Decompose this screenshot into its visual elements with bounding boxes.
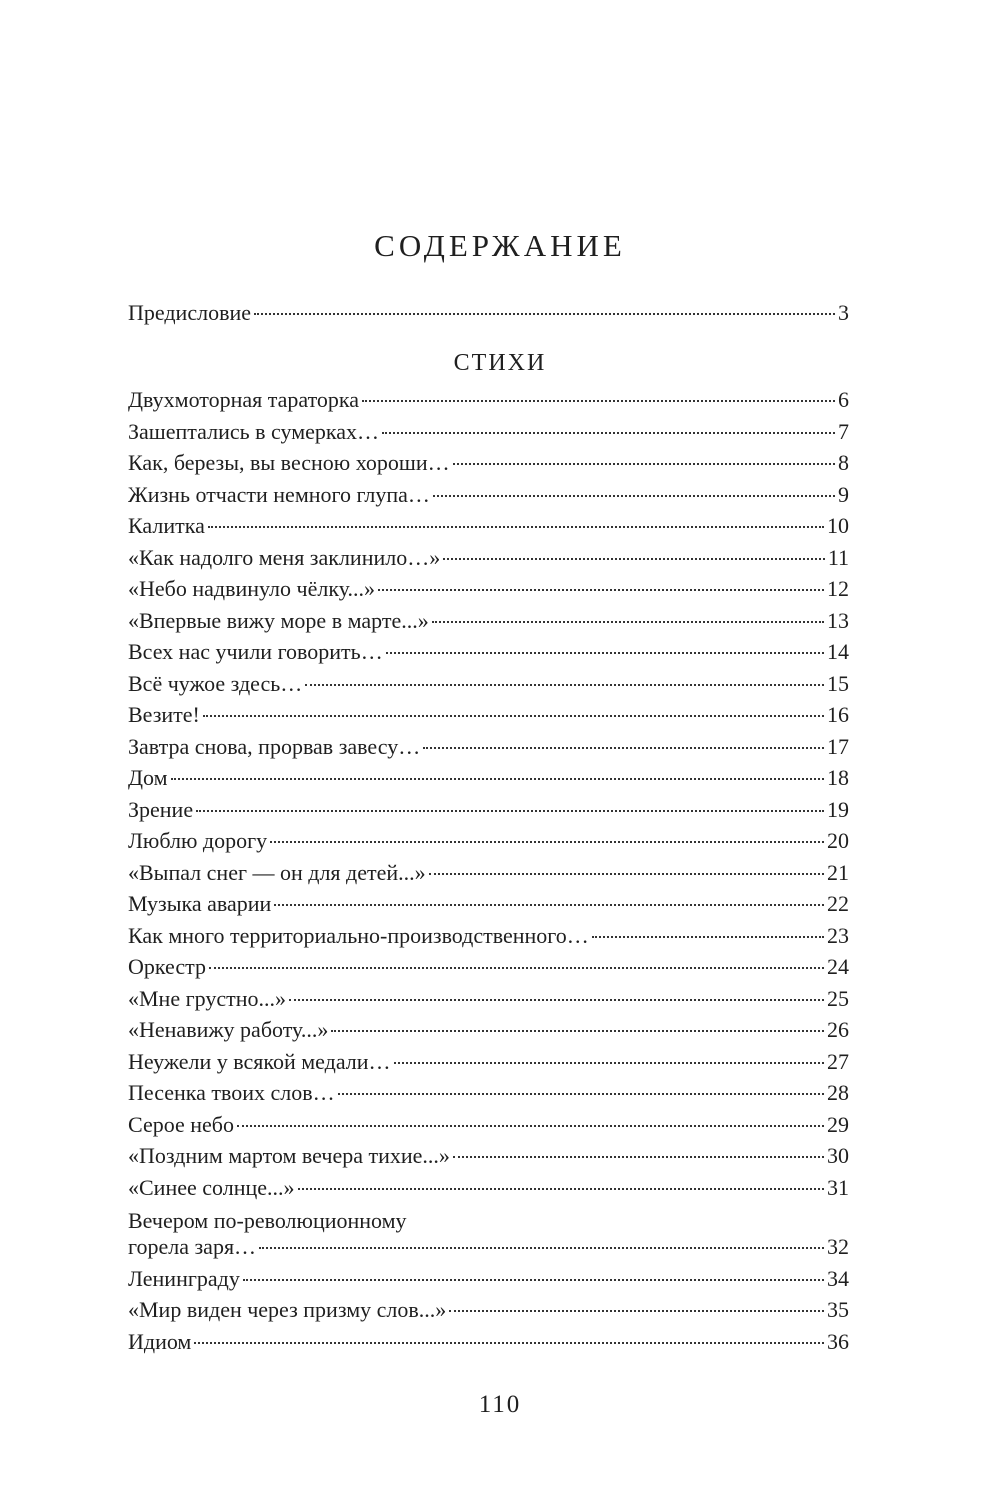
toc-entry-label: Песенка твоих слов… bbox=[128, 1080, 335, 1105]
toc-entry-label: Как много территориально-производственного… bbox=[128, 923, 589, 948]
toc-entry-page: 23 bbox=[827, 923, 849, 948]
dot-leader bbox=[331, 1030, 824, 1032]
toc-entry-label: «Мне грустно...» bbox=[128, 986, 286, 1011]
dot-leader bbox=[429, 873, 824, 875]
dot-leader bbox=[592, 936, 824, 938]
dot-leader bbox=[382, 432, 835, 434]
toc-entry-page: 12 bbox=[827, 576, 849, 601]
dot-leader bbox=[378, 589, 824, 591]
dot-leader bbox=[289, 999, 824, 1001]
toc-entry-label: Оркестр bbox=[128, 954, 206, 979]
toc-entry-page: 31 bbox=[827, 1175, 849, 1200]
dot-leader bbox=[208, 526, 824, 528]
toc-entry-page: 30 bbox=[827, 1143, 849, 1168]
toc-entry bbox=[128, 417, 849, 447]
toc-entry-page: 19 bbox=[827, 797, 849, 822]
toc-entry-label: Люблю дорогу bbox=[128, 828, 268, 853]
dot-leader bbox=[274, 904, 824, 906]
toc-entry-page: 3 bbox=[838, 300, 849, 325]
toc-entry bbox=[128, 984, 849, 1014]
toc-entry-label: Идиом bbox=[128, 1329, 192, 1354]
toc-entry-page: 26 bbox=[827, 1017, 849, 1042]
toc-entry-label: Везите! bbox=[128, 702, 200, 727]
toc-entry bbox=[128, 637, 849, 667]
toc-entry-label: Как, березы, вы весною хороши… bbox=[128, 450, 450, 475]
dot-leader bbox=[338, 1093, 824, 1095]
dot-leader bbox=[270, 841, 824, 843]
toc-entry-label: Предисловие bbox=[128, 300, 251, 325]
toc-entry bbox=[128, 669, 849, 699]
toc-entry-label: «Мир виден через призму слов...» bbox=[128, 1297, 447, 1322]
toc-entry bbox=[128, 889, 849, 919]
dot-leader bbox=[423, 747, 824, 749]
toc-entry-multiline bbox=[128, 1232, 849, 1262]
toc-entry bbox=[128, 858, 849, 888]
dot-leader bbox=[386, 652, 824, 654]
toc-entry bbox=[128, 511, 849, 541]
toc-entry-page: 32 bbox=[827, 1234, 849, 1259]
toc-entry-page: 7 bbox=[838, 419, 849, 444]
dot-leader bbox=[171, 778, 824, 780]
toc-entry bbox=[128, 1173, 849, 1203]
dot-leader bbox=[453, 463, 835, 465]
toc-entry-label: Серое небо bbox=[128, 1112, 234, 1137]
toc-entry-page: 11 bbox=[827, 545, 849, 570]
toc-entry-label: Дом bbox=[128, 765, 168, 790]
toc-entry-label: «Ненавижу работу...» bbox=[128, 1017, 329, 1042]
toc-entry-page: 18 bbox=[827, 765, 849, 790]
dot-leader bbox=[254, 313, 835, 315]
toc-entry-page: 35 bbox=[827, 1297, 849, 1322]
toc-entry-page: 17 bbox=[827, 734, 849, 759]
toc-entry-label: «Синее солнце...» bbox=[128, 1175, 295, 1200]
dot-leader bbox=[298, 1188, 824, 1190]
toc-entry-label: Музыка аварии bbox=[128, 891, 272, 916]
toc-entry-multiline-first-line: Вечером по-революционному bbox=[128, 1208, 407, 1233]
toc-entry-page: 25 bbox=[827, 986, 849, 1011]
dot-leader bbox=[237, 1125, 824, 1127]
toc-entry bbox=[128, 1295, 849, 1325]
toc-entry-page: 28 bbox=[827, 1080, 849, 1105]
toc-entry-label: Всех нас учили говорить… bbox=[128, 639, 383, 664]
toc-entry bbox=[128, 1078, 849, 1108]
dot-leader bbox=[449, 1310, 824, 1312]
toc-entry bbox=[128, 763, 849, 793]
toc-entry-page: 22 bbox=[827, 891, 849, 916]
toc-entry-preface bbox=[128, 298, 849, 328]
toc-entry-page: 20 bbox=[827, 828, 849, 853]
toc-entry-label: Зрение bbox=[128, 797, 194, 822]
dot-leader bbox=[305, 684, 824, 686]
toc-entry bbox=[128, 826, 849, 856]
toc-entry-page: 16 bbox=[827, 702, 849, 727]
toc-entry-label: «Впервые вижу море в марте...» bbox=[128, 608, 429, 633]
toc-entry bbox=[128, 480, 849, 510]
toc-entry-label: «Небо надвинуло чёлку...» bbox=[128, 576, 376, 601]
toc-entry-label: Неужели у всякой медали… bbox=[128, 1049, 391, 1074]
dot-leader bbox=[194, 1342, 824, 1344]
toc-entry-label: Жизнь отчасти немного глупа… bbox=[128, 482, 430, 507]
toc-entry bbox=[128, 1015, 849, 1045]
dot-leader bbox=[443, 558, 825, 560]
toc-entry bbox=[128, 700, 849, 730]
toc-entry bbox=[128, 1110, 849, 1140]
dot-leader bbox=[432, 621, 824, 623]
toc-entry-page: 29 bbox=[827, 1112, 849, 1137]
toc-entry-page: 21 bbox=[827, 860, 849, 885]
dot-leader bbox=[243, 1279, 824, 1281]
page-number: 110 bbox=[478, 1391, 522, 1418]
toc-entry bbox=[128, 448, 849, 478]
toc-entry-page: 24 bbox=[827, 954, 849, 979]
dot-leader bbox=[196, 810, 824, 812]
toc-entry bbox=[128, 543, 849, 573]
toc-entry-label: «Выпал снег — он для детей...» bbox=[128, 860, 426, 885]
toc-entry bbox=[128, 385, 849, 415]
toc-entry-label: «Как надолго меня заклинило…» bbox=[128, 545, 441, 570]
toc-entry bbox=[128, 1327, 849, 1357]
section-heading: СТИХИ bbox=[453, 350, 547, 376]
toc-entry bbox=[128, 1264, 849, 1294]
toc-entry-label: Двухмоторная тараторка bbox=[128, 387, 360, 412]
toc-entry bbox=[128, 1047, 849, 1077]
toc-entry bbox=[128, 574, 849, 604]
toc-title: СОДЕРЖАНИЕ bbox=[374, 228, 626, 263]
dot-leader bbox=[453, 1156, 824, 1158]
toc-entry-page: 6 bbox=[838, 387, 849, 412]
toc-entry-label: Завтра снова, прорвав завесу… bbox=[128, 734, 421, 759]
toc-entry-label: Ленинграду bbox=[128, 1266, 240, 1291]
toc-entry-page: 36 bbox=[827, 1329, 849, 1354]
toc-entry bbox=[128, 921, 849, 951]
toc-entry-label: Калитка bbox=[128, 513, 205, 538]
toc-entry-page: 9 bbox=[838, 482, 849, 507]
toc-entry-page: 34 bbox=[827, 1266, 849, 1291]
toc-entry-page: 8 bbox=[838, 450, 849, 475]
toc-entry bbox=[128, 1141, 849, 1171]
toc-entry-page: 10 bbox=[827, 513, 849, 538]
dot-leader bbox=[259, 1247, 824, 1249]
toc-entry-page: 14 bbox=[827, 639, 849, 664]
toc-entry-label: Зашептались в сумерках… bbox=[128, 419, 380, 444]
toc-entry-page: 15 bbox=[827, 671, 849, 696]
toc-entry bbox=[128, 732, 849, 762]
toc-entry bbox=[128, 606, 849, 636]
toc-entry bbox=[128, 952, 849, 982]
toc-entry-page: 13 bbox=[827, 608, 849, 633]
dot-leader bbox=[433, 495, 835, 497]
toc-entry-page: 27 bbox=[827, 1049, 849, 1074]
toc-entry-label: «Поздним мартом вечера тихие...» bbox=[128, 1143, 450, 1168]
dot-leader bbox=[362, 400, 835, 402]
toc-entry-label: горела заря… bbox=[128, 1234, 257, 1259]
dot-leader bbox=[203, 715, 824, 717]
dot-leader bbox=[209, 967, 824, 969]
dot-leader bbox=[394, 1062, 824, 1064]
toc-entry-label: Всё чужое здесь… bbox=[128, 671, 303, 696]
toc-entry bbox=[128, 795, 849, 825]
